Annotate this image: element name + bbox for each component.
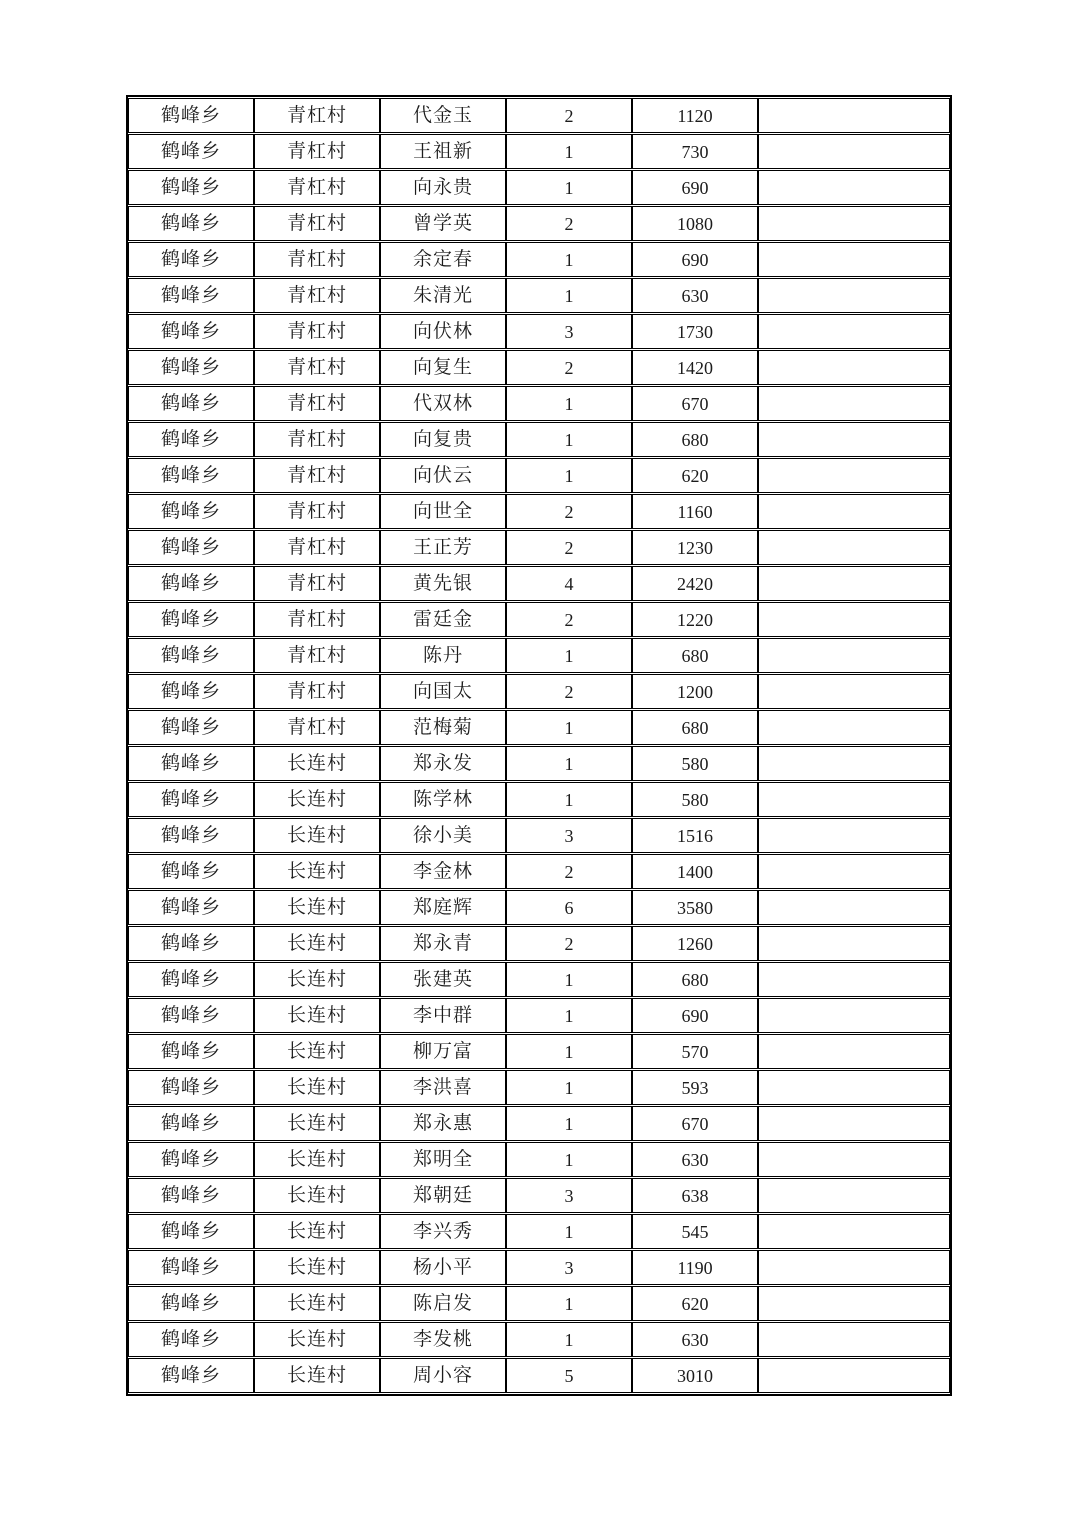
cell-village: 青杠村	[254, 566, 380, 601]
cell-name: 代双林	[380, 386, 506, 421]
table-row	[128, 458, 950, 493]
cell-township: 鹤峰乡	[128, 1106, 254, 1141]
cell-amount: 630	[632, 1322, 758, 1357]
cell-village: 长连村	[254, 1358, 380, 1393]
cell-name: 朱清光	[380, 278, 506, 313]
cell-count: 1	[506, 1106, 632, 1141]
cell-name: 张建英	[380, 962, 506, 997]
cell-name: 徐小美	[380, 818, 506, 853]
cell-township: 鹤峰乡	[128, 602, 254, 637]
cell-remark	[758, 1034, 950, 1069]
cell-amount: 580	[632, 746, 758, 781]
table-row	[128, 1142, 950, 1177]
cell-village: 青杠村	[254, 206, 380, 241]
cell-township: 鹤峰乡	[128, 242, 254, 277]
table-row	[128, 1106, 950, 1141]
cell-township: 鹤峰乡	[128, 890, 254, 925]
cell-name: 向复贵	[380, 422, 506, 457]
cell-remark	[758, 1142, 950, 1177]
cell-count: 2	[506, 602, 632, 637]
table-row	[128, 494, 950, 529]
cell-remark	[758, 350, 950, 385]
cell-remark	[758, 170, 950, 205]
cell-township: 鹤峰乡	[128, 962, 254, 997]
cell-township: 鹤峰乡	[128, 206, 254, 241]
cell-count: 2	[506, 854, 632, 889]
cell-name: 曾学英	[380, 206, 506, 241]
cell-township: 鹤峰乡	[128, 926, 254, 961]
cell-remark	[758, 854, 950, 889]
cell-village: 青杠村	[254, 278, 380, 313]
cell-township: 鹤峰乡	[128, 422, 254, 457]
table-row	[128, 1358, 950, 1393]
cell-name: 周小容	[380, 1358, 506, 1393]
cell-township: 鹤峰乡	[128, 134, 254, 169]
cell-village: 长连村	[254, 962, 380, 997]
cell-count: 1	[506, 242, 632, 277]
cell-name: 郑庭辉	[380, 890, 506, 925]
cell-remark	[758, 1250, 950, 1285]
cell-amount: 1400	[632, 854, 758, 889]
cell-count: 1	[506, 710, 632, 745]
cell-amount: 690	[632, 998, 758, 1033]
cell-township: 鹤峰乡	[128, 1142, 254, 1177]
cell-amount: 1230	[632, 530, 758, 565]
cell-township: 鹤峰乡	[128, 314, 254, 349]
cell-remark	[758, 386, 950, 421]
cell-township: 鹤峰乡	[128, 458, 254, 493]
cell-amount: 580	[632, 782, 758, 817]
cell-village: 长连村	[254, 1034, 380, 1069]
cell-name: 向伏云	[380, 458, 506, 493]
cell-village: 长连村	[254, 854, 380, 889]
cell-remark	[758, 1070, 950, 1105]
cell-remark	[758, 746, 950, 781]
cell-village: 青杠村	[254, 602, 380, 637]
cell-name: 郑永惠	[380, 1106, 506, 1141]
cell-remark	[758, 674, 950, 709]
table-row	[128, 1322, 950, 1357]
cell-count: 2	[506, 530, 632, 565]
cell-name: 柳万富	[380, 1034, 506, 1069]
cell-amount: 545	[632, 1214, 758, 1249]
table-row	[128, 98, 950, 133]
table-row	[128, 962, 950, 997]
table-row	[128, 602, 950, 637]
cell-township: 鹤峰乡	[128, 1070, 254, 1105]
cell-count: 1	[506, 1142, 632, 1177]
cell-amount: 680	[632, 962, 758, 997]
cell-township: 鹤峰乡	[128, 674, 254, 709]
cell-remark	[758, 242, 950, 277]
cell-village: 青杠村	[254, 494, 380, 529]
cell-amount: 730	[632, 134, 758, 169]
cell-amount: 1516	[632, 818, 758, 853]
cell-amount: 570	[632, 1034, 758, 1069]
cell-count: 1	[506, 962, 632, 997]
cell-remark	[758, 494, 950, 529]
cell-count: 4	[506, 566, 632, 601]
cell-count: 1	[506, 422, 632, 457]
cell-amount: 1080	[632, 206, 758, 241]
cell-village: 青杠村	[254, 242, 380, 277]
cell-village: 长连村	[254, 926, 380, 961]
cell-count: 3	[506, 314, 632, 349]
table-row	[128, 1070, 950, 1105]
cell-village: 青杠村	[254, 386, 380, 421]
cell-name: 余定春	[380, 242, 506, 277]
cell-count: 2	[506, 674, 632, 709]
cell-name: 向复生	[380, 350, 506, 385]
cell-count: 1	[506, 638, 632, 673]
cell-village: 长连村	[254, 1106, 380, 1141]
cell-count: 1	[506, 782, 632, 817]
cell-name: 向伏林	[380, 314, 506, 349]
table-row	[128, 314, 950, 349]
cell-remark	[758, 422, 950, 457]
cell-name: 李金林	[380, 854, 506, 889]
cell-village: 长连村	[254, 782, 380, 817]
cell-name: 向国太	[380, 674, 506, 709]
cell-count: 2	[506, 494, 632, 529]
cell-amount: 690	[632, 242, 758, 277]
table-row	[128, 1250, 950, 1285]
table-row	[128, 170, 950, 205]
cell-count: 1	[506, 170, 632, 205]
cell-count: 1	[506, 134, 632, 169]
cell-name: 郑永青	[380, 926, 506, 961]
table-row	[128, 386, 950, 421]
cell-amount: 2420	[632, 566, 758, 601]
cell-amount: 620	[632, 1286, 758, 1321]
table-row	[128, 998, 950, 1033]
table-row	[128, 782, 950, 817]
cell-village: 长连村	[254, 1070, 380, 1105]
cell-village: 青杠村	[254, 170, 380, 205]
cell-remark	[758, 1106, 950, 1141]
cell-count: 3	[506, 1178, 632, 1213]
cell-remark	[758, 926, 950, 961]
cell-remark	[758, 98, 950, 133]
cell-name: 李发桃	[380, 1322, 506, 1357]
cell-remark	[758, 638, 950, 673]
cell-count: 1	[506, 1034, 632, 1069]
cell-amount: 1260	[632, 926, 758, 961]
cell-township: 鹤峰乡	[128, 1250, 254, 1285]
cell-remark	[758, 818, 950, 853]
cell-amount: 1220	[632, 602, 758, 637]
cell-village: 长连村	[254, 818, 380, 853]
cell-amount: 680	[632, 638, 758, 673]
cell-township: 鹤峰乡	[128, 1214, 254, 1249]
table-row	[128, 1178, 950, 1213]
cell-count: 1	[506, 386, 632, 421]
cell-village: 青杠村	[254, 530, 380, 565]
cell-village: 青杠村	[254, 422, 380, 457]
cell-township: 鹤峰乡	[128, 494, 254, 529]
cell-name: 郑朝廷	[380, 1178, 506, 1213]
cell-count: 1	[506, 746, 632, 781]
table-row	[128, 926, 950, 961]
cell-amount: 593	[632, 1070, 758, 1105]
cell-remark	[758, 1286, 950, 1321]
cell-village: 青杠村	[254, 98, 380, 133]
cell-amount: 1120	[632, 98, 758, 133]
cell-name: 郑永发	[380, 746, 506, 781]
cell-village: 长连村	[254, 1178, 380, 1213]
cell-name: 李洪喜	[380, 1070, 506, 1105]
cell-township: 鹤峰乡	[128, 710, 254, 745]
cell-township: 鹤峰乡	[128, 998, 254, 1033]
cell-remark	[758, 566, 950, 601]
cell-amount: 670	[632, 386, 758, 421]
cell-name: 范梅菊	[380, 710, 506, 745]
cell-count: 1	[506, 278, 632, 313]
cell-name: 王正芳	[380, 530, 506, 565]
table-row	[128, 530, 950, 565]
cell-remark	[758, 1358, 950, 1393]
cell-amount: 1200	[632, 674, 758, 709]
cell-remark	[758, 1214, 950, 1249]
cell-village: 青杠村	[254, 134, 380, 169]
cell-township: 鹤峰乡	[128, 746, 254, 781]
cell-count: 3	[506, 818, 632, 853]
cell-name: 陈启发	[380, 1286, 506, 1321]
cell-village: 长连村	[254, 890, 380, 925]
cell-amount: 620	[632, 458, 758, 493]
cell-count: 1	[506, 1070, 632, 1105]
cell-township: 鹤峰乡	[128, 530, 254, 565]
cell-name: 王祖新	[380, 134, 506, 169]
cell-remark	[758, 134, 950, 169]
table-body	[128, 98, 950, 1393]
cell-township: 鹤峰乡	[128, 566, 254, 601]
cell-amount: 3010	[632, 1358, 758, 1393]
cell-count: 1	[506, 1214, 632, 1249]
cell-name: 陈学林	[380, 782, 506, 817]
cell-amount: 630	[632, 278, 758, 313]
table-row	[128, 746, 950, 781]
cell-village: 长连村	[254, 1286, 380, 1321]
cell-township: 鹤峰乡	[128, 782, 254, 817]
cell-township: 鹤峰乡	[128, 386, 254, 421]
cell-village: 青杠村	[254, 350, 380, 385]
cell-name: 黄先银	[380, 566, 506, 601]
cell-township: 鹤峰乡	[128, 170, 254, 205]
table-row	[128, 278, 950, 313]
table-row	[128, 1034, 950, 1069]
cell-township: 鹤峰乡	[128, 1178, 254, 1213]
cell-name: 郑明全	[380, 1142, 506, 1177]
cell-village: 青杠村	[254, 458, 380, 493]
cell-remark	[758, 710, 950, 745]
cell-count: 1	[506, 1286, 632, 1321]
cell-count: 2	[506, 350, 632, 385]
cell-name: 代金玉	[380, 98, 506, 133]
table-row	[128, 1214, 950, 1249]
cell-village: 长连村	[254, 1322, 380, 1357]
cell-amount: 3580	[632, 890, 758, 925]
cell-count: 1	[506, 998, 632, 1033]
cell-amount: 638	[632, 1178, 758, 1213]
cell-township: 鹤峰乡	[128, 638, 254, 673]
cell-village: 青杠村	[254, 674, 380, 709]
cell-amount: 680	[632, 422, 758, 457]
cell-remark	[758, 998, 950, 1033]
cell-amount: 1160	[632, 494, 758, 529]
data-table	[126, 95, 952, 1396]
table-row	[128, 674, 950, 709]
cell-count: 2	[506, 926, 632, 961]
cell-amount: 1730	[632, 314, 758, 349]
cell-village: 青杠村	[254, 710, 380, 745]
cell-amount: 670	[632, 1106, 758, 1141]
cell-township: 鹤峰乡	[128, 1034, 254, 1069]
table-row	[128, 638, 950, 673]
table-row	[128, 1286, 950, 1321]
cell-village: 青杠村	[254, 314, 380, 349]
cell-remark	[758, 530, 950, 565]
cell-amount: 680	[632, 710, 758, 745]
cell-remark	[758, 782, 950, 817]
cell-name: 雷廷金	[380, 602, 506, 637]
cell-remark	[758, 962, 950, 997]
cell-amount: 630	[632, 1142, 758, 1177]
cell-remark	[758, 602, 950, 637]
table-row	[128, 206, 950, 241]
cell-amount: 1420	[632, 350, 758, 385]
cell-count: 6	[506, 890, 632, 925]
cell-township: 鹤峰乡	[128, 1358, 254, 1393]
cell-township: 鹤峰乡	[128, 350, 254, 385]
cell-name: 杨小平	[380, 1250, 506, 1285]
cell-village: 长连村	[254, 1250, 380, 1285]
cell-name: 李中群	[380, 998, 506, 1033]
cell-township: 鹤峰乡	[128, 854, 254, 889]
table-row	[128, 242, 950, 277]
cell-name: 陈丹	[380, 638, 506, 673]
cell-name: 向永贵	[380, 170, 506, 205]
cell-remark	[758, 206, 950, 241]
cell-village: 长连村	[254, 1142, 380, 1177]
cell-count: 1	[506, 458, 632, 493]
cell-name: 李兴秀	[380, 1214, 506, 1249]
table-row	[128, 566, 950, 601]
cell-amount: 690	[632, 170, 758, 205]
cell-count: 1	[506, 1322, 632, 1357]
cell-village: 长连村	[254, 998, 380, 1033]
cell-township: 鹤峰乡	[128, 1286, 254, 1321]
cell-count: 5	[506, 1358, 632, 1393]
cell-remark	[758, 314, 950, 349]
cell-township: 鹤峰乡	[128, 278, 254, 313]
cell-township: 鹤峰乡	[128, 818, 254, 853]
table-row	[128, 422, 950, 457]
cell-remark	[758, 278, 950, 313]
cell-remark	[758, 890, 950, 925]
table-row	[128, 134, 950, 169]
table-row	[128, 818, 950, 853]
table-row	[128, 890, 950, 925]
cell-remark	[758, 1178, 950, 1213]
cell-village: 青杠村	[254, 638, 380, 673]
cell-township: 鹤峰乡	[128, 1322, 254, 1357]
cell-count: 2	[506, 206, 632, 241]
cell-village: 长连村	[254, 1214, 380, 1249]
cell-count: 3	[506, 1250, 632, 1285]
cell-village: 长连村	[254, 746, 380, 781]
cell-remark	[758, 458, 950, 493]
cell-name: 向世全	[380, 494, 506, 529]
cell-amount: 1190	[632, 1250, 758, 1285]
table-row	[128, 710, 950, 745]
table-row	[128, 854, 950, 889]
table-row	[128, 350, 950, 385]
cell-count: 2	[506, 98, 632, 133]
table-container	[126, 95, 952, 1396]
cell-township: 鹤峰乡	[128, 98, 254, 133]
cell-remark	[758, 1322, 950, 1357]
